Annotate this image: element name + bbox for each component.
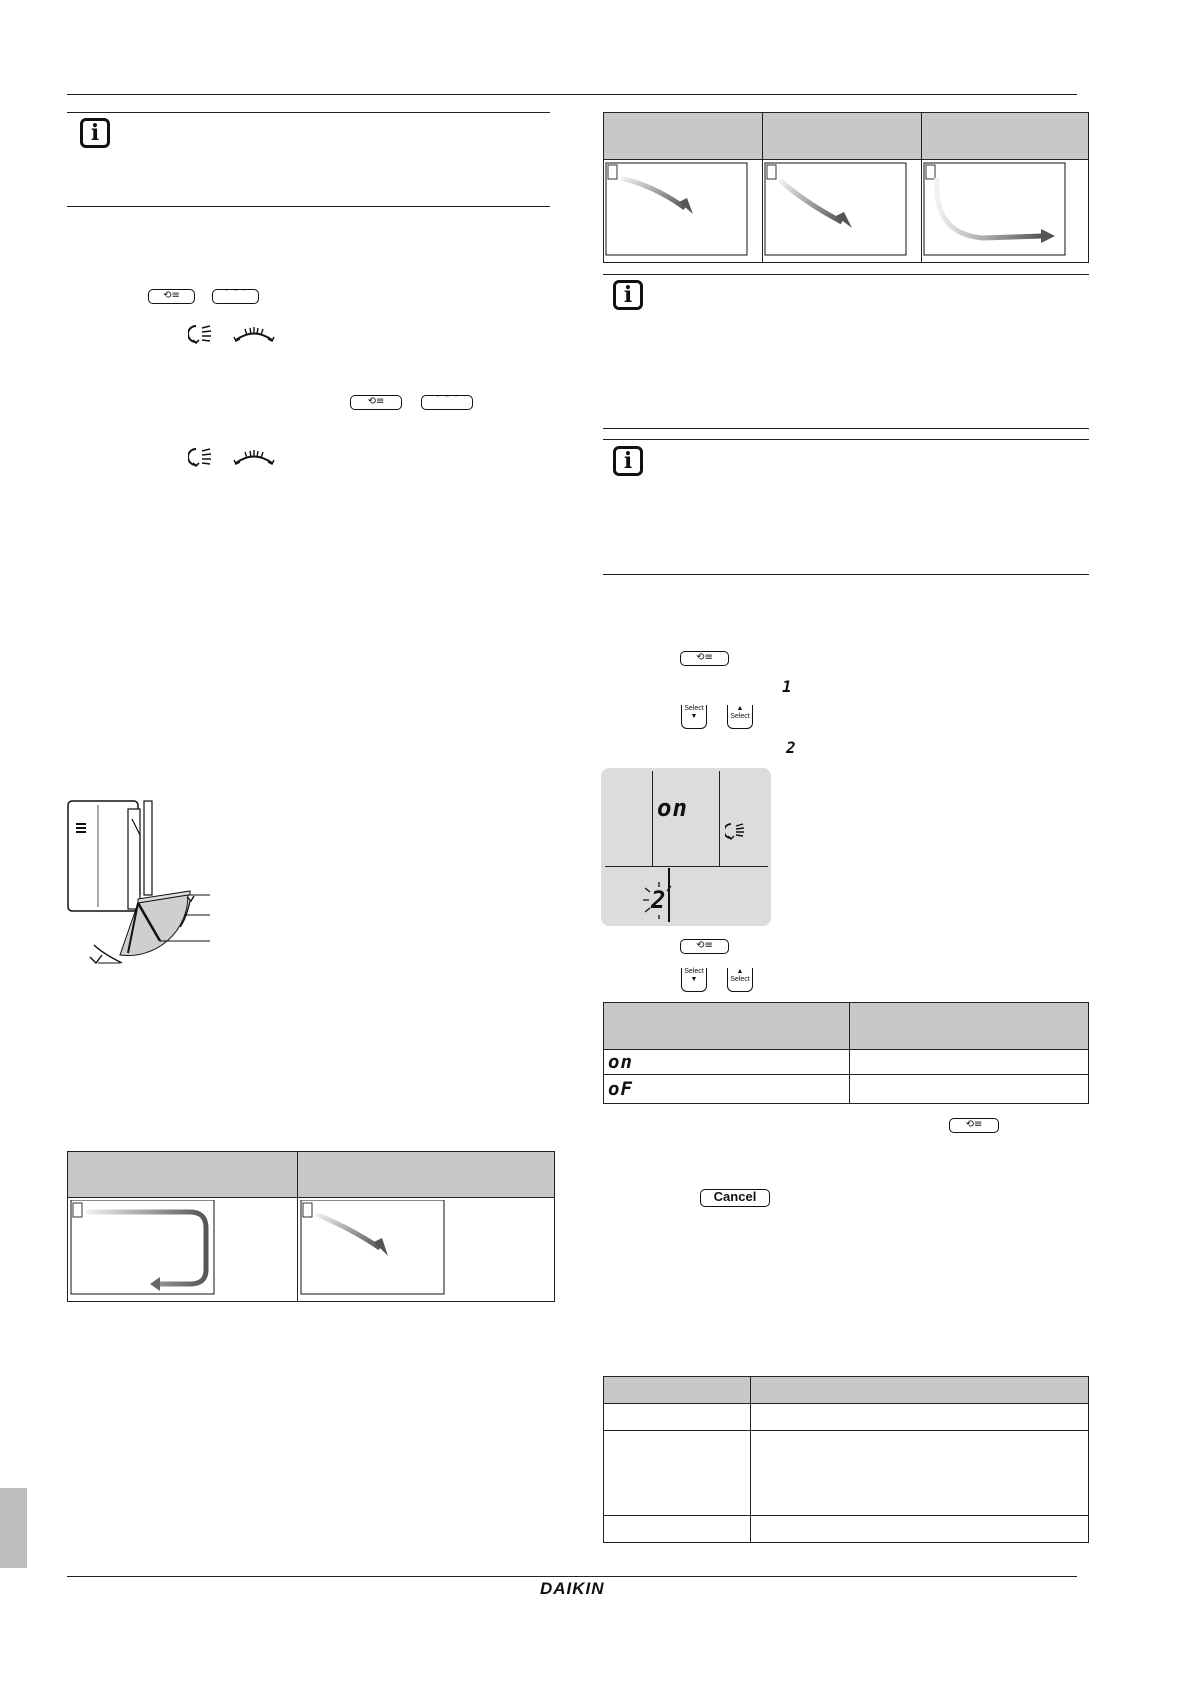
- info-note-1-top-rule: [67, 112, 550, 113]
- right-airflow-header-2: [762, 112, 922, 160]
- table-cell: [751, 1516, 1089, 1543]
- select-down-button[interactable]: [681, 705, 707, 729]
- select-label: Select: [730, 713, 750, 720]
- lcd-divider: [719, 771, 720, 867]
- top-rule: [67, 94, 1077, 95]
- swing-button-finish[interactable]: ⟲≡: [949, 1118, 999, 1133]
- indoor-unit-flap-diagram: [60, 795, 230, 970]
- table-header-cell: [604, 1377, 751, 1404]
- info-icon: i: [613, 280, 643, 310]
- footer-rule: [67, 1576, 1077, 1577]
- table-cell: [751, 1431, 1089, 1516]
- remote-lcd-display: [601, 768, 771, 926]
- table-row: [604, 1075, 1089, 1104]
- table-cell: [604, 1050, 850, 1075]
- cancel-button[interactable]: Cancel: [700, 1189, 770, 1207]
- bottom-right-table: [603, 1376, 1089, 1543]
- select-label: Select: [730, 976, 750, 983]
- table-cell: [850, 1075, 1089, 1104]
- up-arrow-icon: ▲: [736, 705, 744, 712]
- swing-left-right-button-2[interactable]: ⌒⌒: [421, 395, 473, 410]
- table-header-row: [604, 1003, 1089, 1050]
- table-row: [604, 1404, 1089, 1431]
- select-label: Select: [684, 705, 704, 712]
- lcd-divider: [652, 771, 653, 867]
- down-arrow-icon: ▼: [690, 976, 698, 983]
- select-label: Select: [684, 968, 704, 975]
- display-code-table: [603, 1002, 1089, 1104]
- up-arrow-icon: ▲: [736, 968, 744, 975]
- info-note-2-top-rule: [603, 274, 1089, 275]
- swing-button-confirm[interactable]: ⟲≡: [680, 939, 729, 954]
- table-cell: [604, 1431, 751, 1516]
- table-header-row: [604, 1377, 1089, 1404]
- step-1-digit: 1: [782, 677, 793, 696]
- horizontal-swing-icon-2: [233, 448, 275, 468]
- info-icon: i: [613, 446, 643, 476]
- display-code-on: on: [608, 1051, 633, 1073]
- table-cell: [751, 1404, 1089, 1431]
- daikin-logo: DAIKIN: [540, 1579, 605, 1598]
- select-up-button[interactable]: [727, 705, 753, 729]
- swing-up-down-button-2[interactable]: ⟲≡: [350, 395, 402, 410]
- airflow-angle-3-diagram: [923, 162, 1066, 257]
- table-row: [604, 1050, 1089, 1075]
- table-cell: [850, 1050, 1089, 1075]
- airflow-downward-diagram: [300, 1200, 445, 1296]
- info-note-2-bottom-rule: [603, 428, 1089, 429]
- info-note-3-top-rule: [603, 439, 1089, 440]
- info-icon: i: [80, 118, 110, 148]
- table-cell: [604, 1516, 751, 1543]
- table-cell: [604, 1404, 751, 1431]
- airflow-angle-1-diagram: [605, 162, 748, 257]
- swing-button[interactable]: ⟲≡: [680, 651, 729, 666]
- vertical-swing-icon-2: [188, 446, 216, 468]
- table-header-cell: [850, 1003, 1089, 1050]
- airflow-circulation-diagram: [70, 1200, 215, 1296]
- left-airflow-header-2: [297, 1151, 555, 1198]
- blink-indicator-icon: [641, 880, 677, 920]
- side-tab-marker: [0, 1488, 27, 1568]
- left-airflow-header-1: [67, 1151, 298, 1198]
- table-row: [604, 1431, 1089, 1516]
- vertical-swing-icon: [188, 323, 216, 345]
- horizontal-swing-icon: [233, 325, 275, 345]
- select-down-button-2[interactable]: [681, 968, 707, 992]
- lcd-step-value: 2: [651, 886, 667, 914]
- table-header-cell: [751, 1377, 1089, 1404]
- swing-up-down-button[interactable]: ⟲≡: [148, 289, 195, 304]
- step-2-digit: 2: [786, 738, 797, 757]
- display-code-off: oF: [608, 1078, 633, 1100]
- info-note-1-bottom-rule: [67, 206, 550, 207]
- swing-mode-icon: [725, 822, 747, 840]
- lcd-divider: [605, 866, 768, 867]
- lcd-main-value: on: [657, 794, 688, 822]
- table-row: [604, 1516, 1089, 1543]
- right-airflow-header-1: [603, 112, 763, 160]
- airflow-angle-2-diagram: [764, 162, 907, 257]
- table-header-cell: [604, 1003, 850, 1050]
- select-up-button-2[interactable]: [727, 968, 753, 992]
- info-note-3-bottom-rule: [603, 574, 1089, 575]
- table-cell: [604, 1075, 850, 1104]
- down-arrow-icon: ▼: [690, 713, 698, 720]
- swing-left-right-button[interactable]: ⌒⌒: [212, 289, 259, 304]
- right-airflow-header-3: [921, 112, 1089, 160]
